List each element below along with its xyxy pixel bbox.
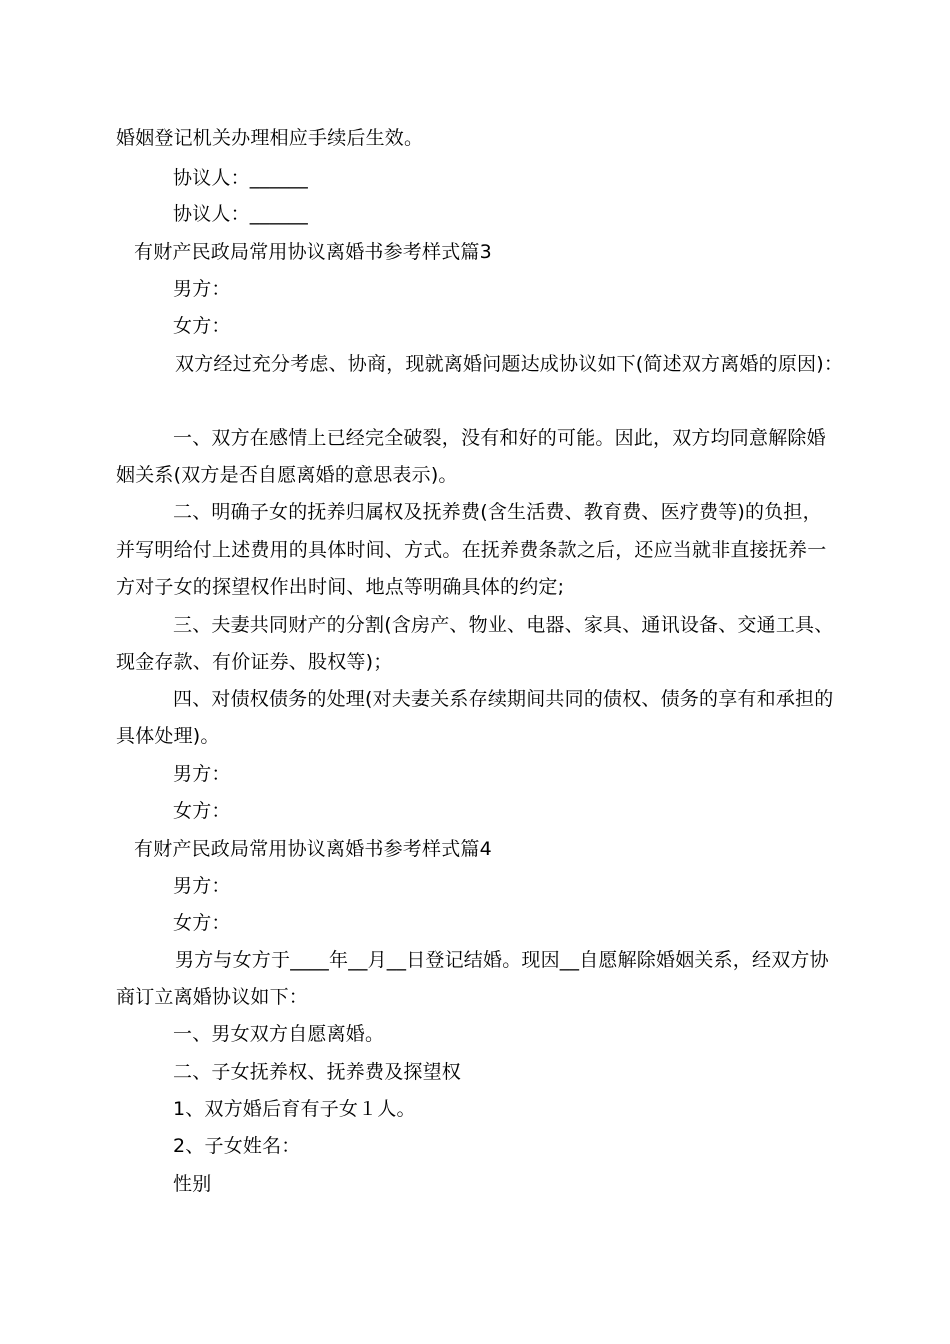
text-line: 二、子女抚养权、抚养费及探望权 bbox=[173, 1061, 462, 1083]
text-line: 男方： bbox=[173, 763, 231, 785]
text-line: 双方经过充分考虑、协商，现就离婚问题达成协议如下(简述双方离婚的原因)： bbox=[175, 353, 844, 375]
text-line: 商订立离婚协议如下： bbox=[116, 986, 309, 1008]
section-heading: 有财产民政局常用协议离婚书参考样式篇3 bbox=[134, 241, 492, 263]
signatory-line: 协议人：______ bbox=[173, 167, 309, 189]
signatory-line: 协议人：______ bbox=[173, 203, 309, 225]
text-line: 姻关系(双方是否自愿离婚的意思表示)。 bbox=[116, 464, 458, 486]
text-line: 三、夫妻共同财产的分割(含房产、物业、电器、家具、通讯设备、交通工具、 bbox=[173, 614, 834, 636]
text-line: 婚姻登记机关办理相应手续后生效。 bbox=[116, 127, 424, 149]
text-line: 女方： bbox=[173, 315, 231, 337]
text-line: 2、子女姓名： bbox=[173, 1135, 301, 1157]
text-line: 四、对债权债务的处理(对夫妻关系存续期间共同的债权、债务的享有和承担的 bbox=[173, 688, 834, 710]
text-line: 女方： bbox=[173, 800, 231, 822]
text-line: 并写明给付上述费用的具体时间、方式。在抚养费条款之后，还应当就非直接抚养一 bbox=[116, 539, 827, 561]
text-line: 男方与女方于____年__月__日登记结婚。现因__自愿解除婚姻关系，经双方协 bbox=[175, 949, 829, 971]
text-line: 男方： bbox=[173, 278, 231, 300]
text-line: 方对子女的探望权作出时间、地点等明确具体的约定; bbox=[116, 576, 565, 598]
text-line: 现金存款、有价证券、股权等)； bbox=[116, 651, 393, 673]
text-line: 1、双方婚后育有子女１人。 bbox=[173, 1098, 416, 1120]
text-line: 二、明确子女的抚养归属权及抚养费(含生活费、教育费、医疗费等)的负担， bbox=[173, 501, 822, 523]
text-line: 女方： bbox=[173, 912, 231, 934]
text-line: 具体处理)。 bbox=[116, 725, 220, 747]
text-line: 一、双方在感情上已经完全破裂，没有和好的可能。因此，双方均同意解除婚 bbox=[173, 427, 826, 449]
text-line: 性别 bbox=[173, 1173, 212, 1195]
section-heading: 有财产民政局常用协议离婚书参考样式篇4 bbox=[134, 838, 492, 860]
text-line: 一、男女双方自愿离婚。 bbox=[173, 1023, 385, 1045]
text-line: 男方： bbox=[173, 875, 231, 897]
